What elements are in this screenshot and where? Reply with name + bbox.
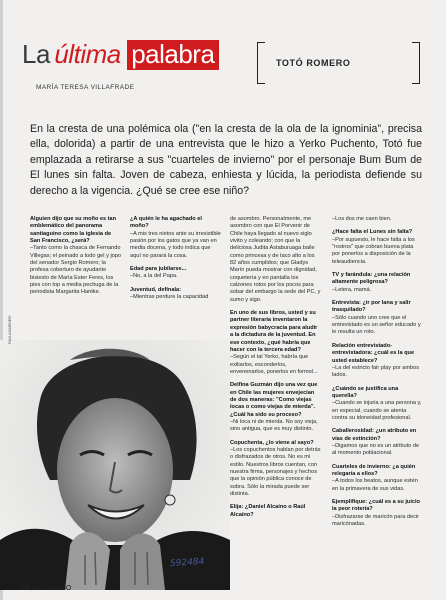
lead-paragraph: En la cresta de una polémica ola ("en la cresta de la ola de la ignominia", precisa ella, dolorida) a partir de una entrevista que le hizo a Yerko Puchento, Totó fue emplazada a retirarse a sus "cuarteles de invierno" por el personaje Bum Bum de El lunes sin falta. Joven de cabeza, enhiesta y lúcida, la periodista defiende su derecho a la vigencia. ¿Qué se cree ese niño? [30,123,422,197]
interview-question: Juventud, defínala: [130,286,181,293]
interview-question: Alguien dijo que su moño es tan emblemático del panorama santiaguino como la iglesia de San Francisco, ¿será? [30,216,117,245]
section-title-part1: La [22,39,50,69]
interview-answer: –Por supuesto, le hace falta a los "rostros" que cobran buena plata por ponerlos a disposición de la teleaudiencia. [332,236,415,265]
interview-question: ¿Hace falta el Lunes sin falta? [332,229,413,236]
portrait-photo [0,340,230,590]
interview-answer: –No, a la del Papa. [130,273,178,280]
interview-answer: –Los dos me caen bien. [332,216,392,222]
interview-question: Ejemplifique: ¿cuál es a su juicio la peor rotería? [332,499,420,513]
section-title-part2: última [54,39,121,69]
section-title [22,40,219,70]
magazine-name: EL SÁBADO [31,585,72,592]
interview-question: Elija: ¿Daniel Alcaíno o Raúl Alcaíno? [230,504,306,518]
interview-answer: –Ni loca ni de mierda. No soy vieja, sino antigua, que es muy distinto. [230,418,318,433]
interview-answer: –Disfrazarse de maricón para decir maricónadas. [332,513,420,528]
interview-answer: –Cuando se injuria a una persona y, en especial, cuando se atenta contra su idoneidad profesional. [332,400,422,421]
archive-stamp: 592484 [169,556,205,570]
interview-question: Entrevista: ¿ir por lana y salir trasquilado? [332,300,411,314]
interview-question: ¿A quién le ha agachado el moño? [130,216,202,230]
interview-answer: –Según el tal Yerko, habría que exiliarlos, esconderlos, envenenarlos, ponerlos en formol... [230,354,318,375]
text-column-4 [332,216,422,528]
interview-question: En uno de sus libros, usted y su partner literaria inventaron la expresión babycracia para aludir a la dictadura de la juventud. En ese contexto, ¿qué habría que hacer con la tercera edad? [230,310,318,353]
interview-answer: de asombro. Personalmente, me asombro con que El Porvenir de Chile haya llegado al nuevo siglo vivito y coleando; con que la deliciosa Judita Astaburuaga baile como princesa y de taco alto a los 82 años cumplidos; que Gladys Marín pueda mostrar con dignidad, coquetería y en pantalla los calzones rotos por los pocos para sobar del embargo la sede del PC, y sumo y sigo. [230,216,321,303]
text-column-3 [230,216,322,519]
interview-answer: –Los copuchentos hablan por detrás o disfrazados de otros. No es mi estilo. Nuestros libros cuentan, con nuestra firma, personajes y hechos que la opinión pública conoce de sobra. Sólo la mirada puede ser distinta. [230,446,321,498]
photo-credit: PAOLA BARBIERI [8,315,12,344]
section-title-part3: palabra [127,40,219,70]
interview-question: Copuchenta, ¿lo viene al sayo? [230,439,314,446]
interview-answer: –Sólo cuando uno cree que el entrevistado es un señor educado y le resulta un roto. [332,314,421,336]
left-bracket-decoration [257,42,265,84]
interview-answer: –Digamos que no es un atributo de al momento poblacional. [332,442,420,457]
interview-question: ¿Cuándo se justifica una querella? [332,385,399,399]
page-footer [20,583,71,592]
interview-question: Caballerosidad: ¿un atributo en vías de extinción? [332,428,417,442]
interview-question: Cuarteles de invierno: ¿a quién relegaría a ellos? [332,463,416,477]
interview-question: Edad para jubilarse... [130,266,187,273]
interview-question: Relación entrevistado-entrevistadora: ¿cuál es la que usted establece? [332,342,415,364]
right-bracket-decoration [412,42,420,84]
text-column-2 [130,216,222,301]
interview-answer: –La del estricto fair play por ambos lados. [332,364,420,379]
portrait-illustration [0,340,230,590]
byline: MARÍA TERESA VILLAFRADE [36,84,135,91]
interview-question: Delfina Guzmán dijo una vez que en Chile las mujeres envejecían de dos maneras: "Como viejas locas o como viejas de mierda". ¿Cuál ha sido su proceso? [230,382,318,418]
page-number: 34 [20,583,29,592]
interview-answer: –A todos los beatos, aunque estén en la primavera de sus vidas. [332,478,418,492]
interview-question: TV y farándula: ¿una relación altamente peligrosa? [332,272,411,286]
interview-answer: –Tanto como la chasca de Fernando Villegas; el peinado a todo gel y jopo del senador Sergio Romero; la profesa coberturo de ayudante bisiesto de María Ester Feres, los pies con top a media pechuga de la periodista Margarita Hantke. [30,245,122,296]
interview-answer: –Letera, mamá. [332,286,372,293]
interview-answer: –A mis tres nietos ante su irresistible pasión por los gatos que ya van en media docena, y todo indica que aquí no parará la cosa. [130,230,221,259]
text-column-1 [30,216,122,297]
interview-answer: –Mientras perdure la capacidad [130,294,209,301]
interviewee-name: TOTÓ ROMERO [276,58,351,68]
